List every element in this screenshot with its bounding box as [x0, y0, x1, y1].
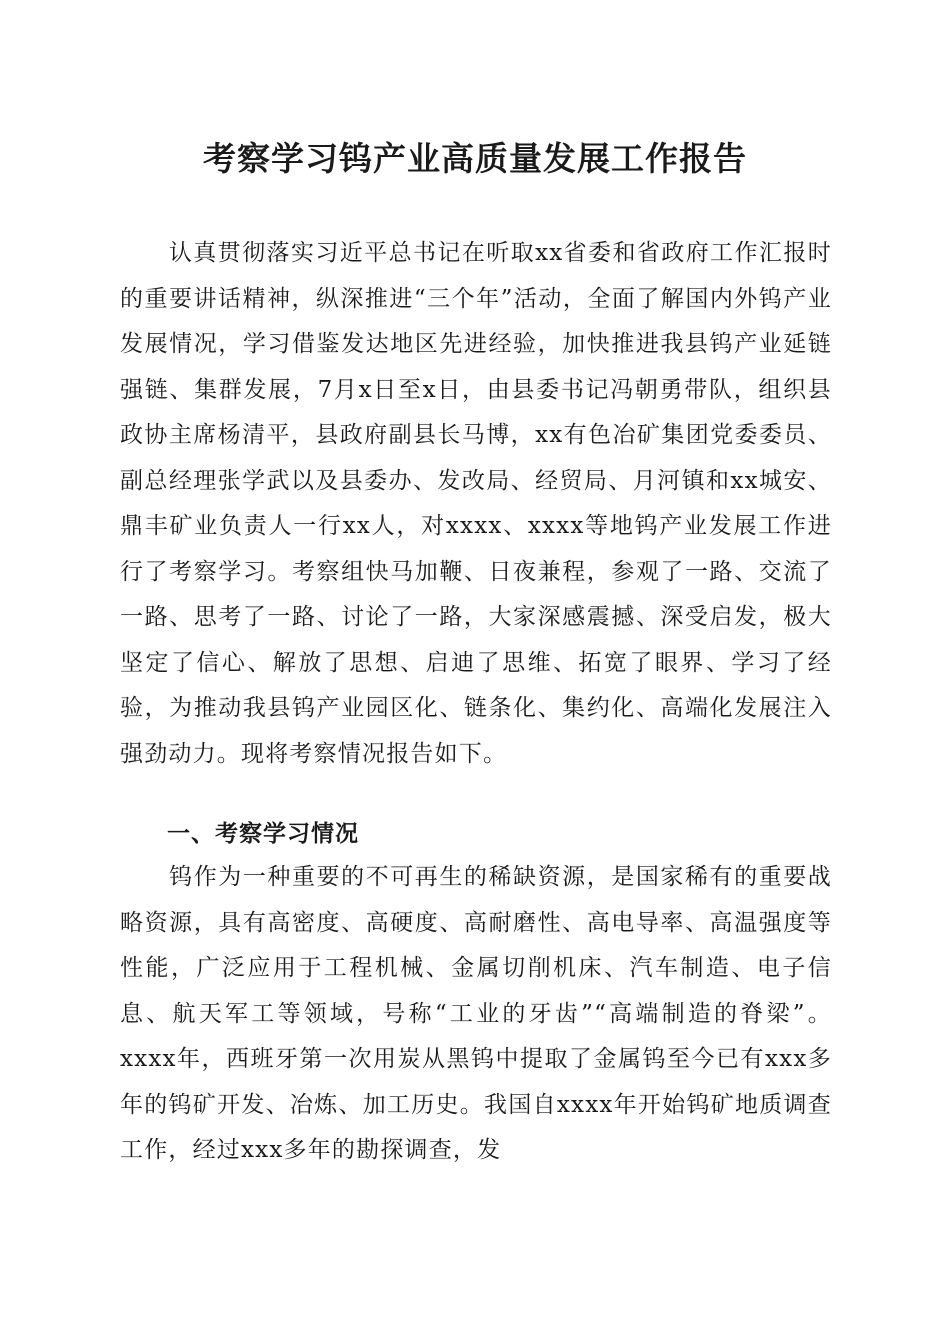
body-paragraph: 钨作为一种重要的不可再生的稀缺资源，是国家稀有的重要战略资源，具有高密度、高硬度、高耐磨性、高电导率、高温强度等性能，广泛应用于工程机械、金属切削机床、汽车制造、电子信息、航天军工等领域，号称“工业的牙齿”“高端制造的脊梁”。xxxx年，西班牙第一次用炭从黑钨中提取了金属钨至今已有xxx多年的钨矿开发、冶炼、加工历史。我国自xxxx年开始钨矿地质调查工作，经过xxx多年的勘探调查，发	[120, 864, 832, 1163]
section-heading: 一、考察学习情况	[167, 821, 359, 847]
intro-paragraph: 认真贯彻落实习近平总书记在听取xx省委和省政府工作汇报时的重要讲话精神，纵深推进“三个年”活动，全面了解国内外钨产业发展情况，学习借鉴发达地区先进经验，加快推进我县钨产业延链强链、集群发展，7月x日至x日，由县委书记冯朝勇带队，组织县政协主席杨清平，县政府副县长马博，xx有色冶矿集团党委委员、副总经理张学武以及县委办、发改局、经贸局、月河镇和xx城安、鼎丰矿业负责人一行xx人，对xxxx、xxxx等地钨产业发展工作进行了考察学习。考察组快马加鞭、日夜兼程，参观了一路、交流了一路、思考了一路、讨论了一路，大家深感震撼、深受启发，极大坚定了信心、解放了思想、启迪了思维、拓宽了眼界、学习了经验，为推动我县钨产业园区化、链条化、集约化、高端化发展注入强劲动力。现将考察情况报告如下。	[120, 240, 832, 767]
document-title: 考察学习钨产业高质量发展工作报告	[203, 139, 747, 178]
